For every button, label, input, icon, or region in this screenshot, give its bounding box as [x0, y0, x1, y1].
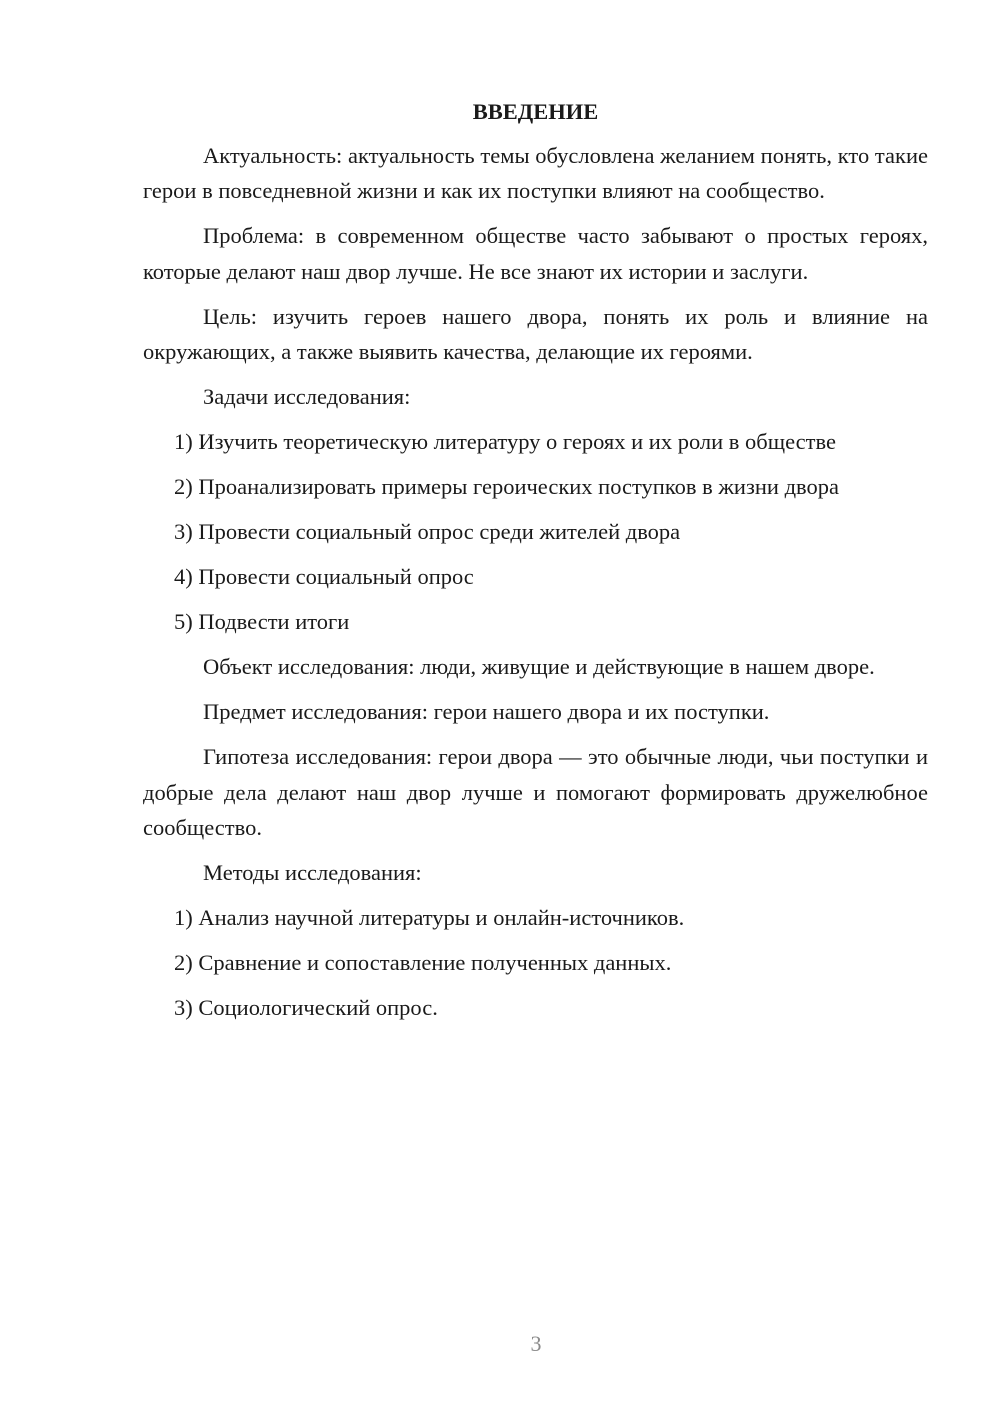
methods-list: [143, 900, 928, 1026]
subject-paragraph: Предмет исследования: герои нашего двора и их поступки.: [203, 699, 770, 724]
object-paragraph: Объект исследования: люди, живущие и действующие в нашем дворе.: [203, 654, 875, 679]
task-item: 4) Провести социальный опрос: [174, 564, 474, 589]
tasks-list: [143, 424, 928, 640]
methods-heading: Методы исследования:: [203, 860, 422, 885]
section-title: ВВЕДЕНИЕ: [472, 99, 599, 124]
task-item: 5) Подвести итоги: [174, 609, 350, 634]
problem-paragraph: Проблема: в современном обществе часто забывают о простых героях, которые делают наш двор лучше. Не все знают их истории и заслуги.: [143, 223, 928, 284]
task-item: 3) Провести социальный опрос среди жителей двора: [174, 519, 681, 544]
task-item: 1) Изучить теоретическую литературу о героях и их роли в обществе: [174, 429, 836, 454]
tasks-heading: Задачи исследования:: [203, 384, 411, 409]
task-item: 2) Проанализировать примеры героических поступков в жизни двора: [174, 474, 839, 499]
page-number: 3: [530, 1331, 542, 1356]
method-item: 1) Анализ научной литературы и онлайн-источников.: [174, 905, 685, 930]
document-body: [143, 94, 928, 1035]
relevance-paragraph: Актуальность: актуальность темы обусловлена желанием понять, кто такие герои в повседневной жизни и как их поступки влияют на сообщество.: [143, 142, 928, 203]
method-item: 2) Сравнение и сопоставление полученных данных.: [174, 950, 672, 975]
hypothesis-paragraph: Гипотеза исследования: герои двора — это обычные люди, чьи поступки и добрые дела делают наш двор лучше и помогают формировать дружелюбное сообщество.: [143, 744, 928, 840]
method-item: 3) Социологический опрос.: [174, 995, 438, 1020]
goal-paragraph: Цель: изучить героев нашего двора, понять их роль и влияние на окружающих, а также выявить качества, делающие их героями.: [143, 303, 928, 364]
